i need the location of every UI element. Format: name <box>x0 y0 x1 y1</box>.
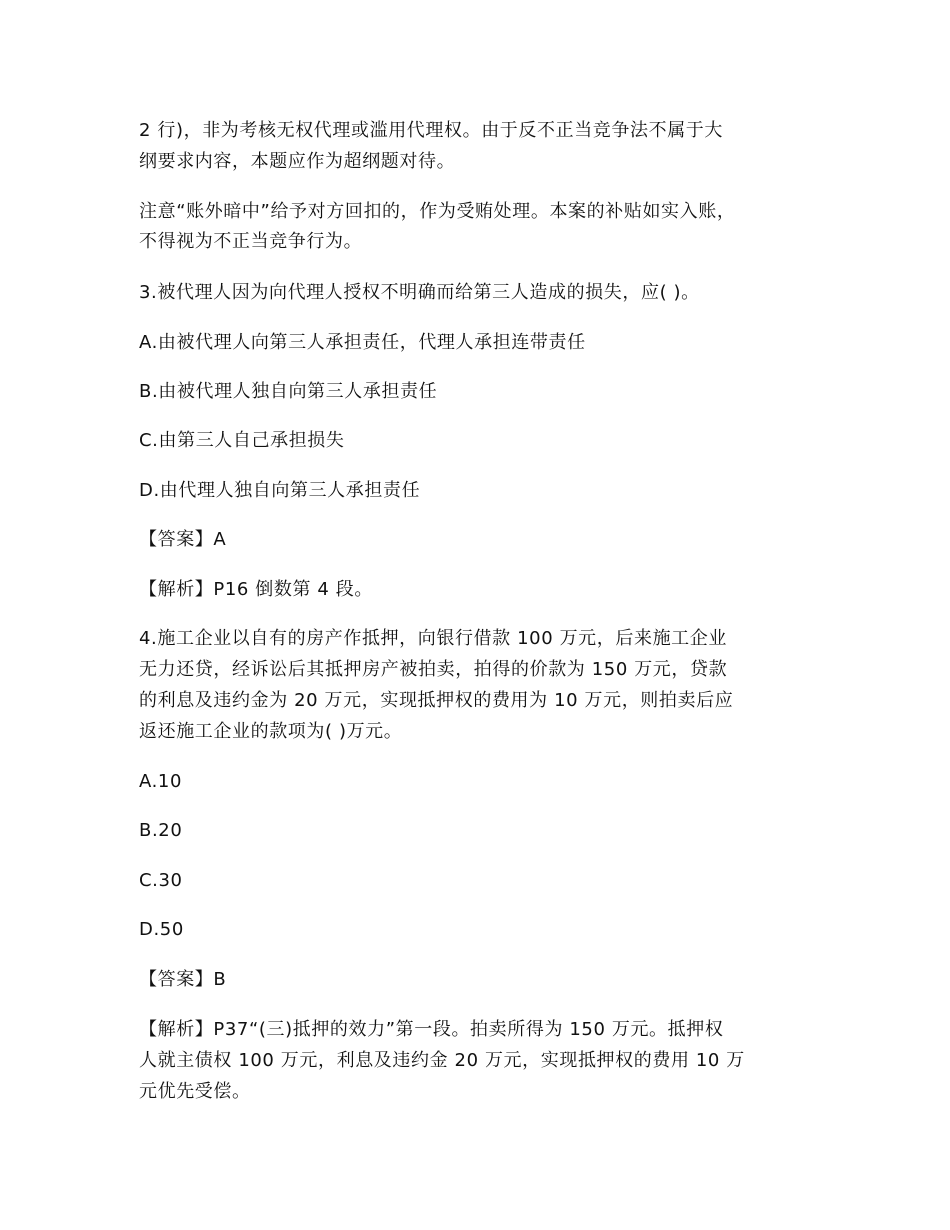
paragraph-line: 2 行)，非为考核无权代理或滥用代理权。由于反不正当竞争法不属于大 <box>139 120 723 141</box>
option-a: A.由被代理人向第三人承担责任，代理人承担连带责任 <box>139 332 586 353</box>
paragraph-line: 纲要求内容，本题应作为超纲题对待。 <box>139 151 456 172</box>
option-b: B.由被代理人独自向第三人承担责任 <box>139 381 438 402</box>
question-stem: 3.被代理人因为向代理人授权不明确而给第三人造成的损失，应( )。 <box>139 282 700 303</box>
option-d: D.50 <box>139 919 184 940</box>
option-c: C.由第三人自己承担损失 <box>139 430 345 451</box>
paragraph-line: 不得视为不正当竞争行为。 <box>139 231 363 252</box>
question-stem-line: 无力还贷，经诉讼后其抵押房产被拍卖，拍得的价款为 150 万元，贷款 <box>139 659 728 680</box>
question-stem-line: 返还施工企业的款项为( )万元。 <box>139 721 403 742</box>
option-b: B.20 <box>139 820 183 841</box>
answer: 【答案】B <box>139 969 227 990</box>
paragraph-line: 注意“账外暗中”给予对方回扣的，作为受贿处理。本案的补贴如实入账， <box>139 201 736 222</box>
option-d: D.由代理人独自向第三人承担责任 <box>139 480 421 501</box>
question-stem-line: 4.施工企业以自有的房产作抵押，向银行借款 100 万元，后来施工企业 <box>139 628 727 649</box>
question-stem-line: 的利息及违约金为 20 万元，实现抵押权的费用为 10 万元，则拍卖后应 <box>139 690 734 711</box>
option-c: C.30 <box>139 870 183 891</box>
analysis: 【解析】P16 倒数第 4 段。 <box>139 579 373 600</box>
answer: 【答案】A <box>139 529 227 550</box>
option-a: A.10 <box>139 771 183 792</box>
analysis-line: 【解析】P37“(三)抵押的效力”第一段。拍卖所得为 150 万元。抵押权 <box>139 1019 724 1040</box>
analysis-line: 人就主债权 100 万元，利息及违约金 20 万元，实现抵押权的费用 10 万 <box>139 1050 745 1071</box>
analysis-line: 元优先受偿。 <box>139 1081 251 1102</box>
